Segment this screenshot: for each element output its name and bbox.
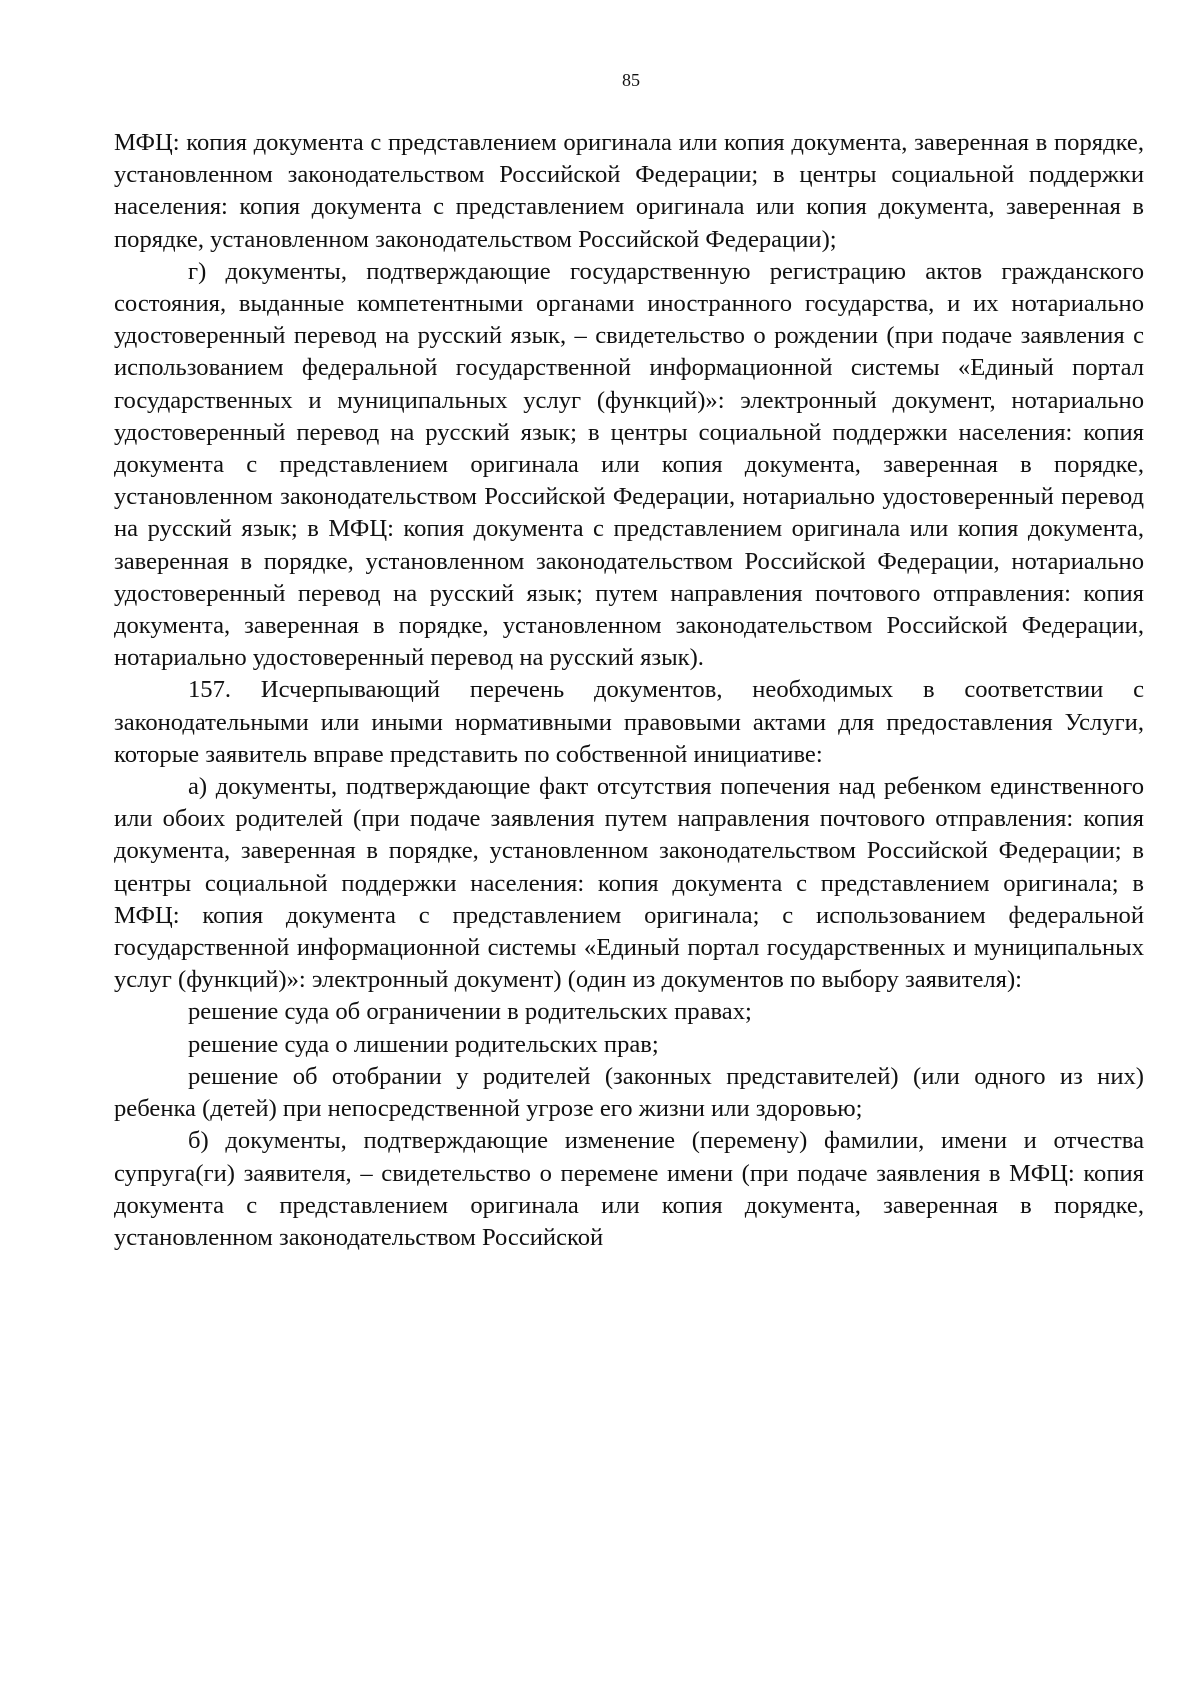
paragraph: решение суда об ограничении в родительских правах; [188, 998, 752, 1026]
paragraph: а) документы, подтверждающие факт отсутствия попечения над ребенком единственного или обоих родителей (при подаче заявления путем направления почтового отправления: копия документа, заверенная в порядке, установленном законодательством Российской Федерации; в центры социальной поддержки населения: копия документа с представлением оригинала; в МФЦ: копия документа с представлением оригинала; с использованием федеральной государственной информационной системы «Единый портал государственных и муниципальных услуг (функций)»: электронный документ) (один из документов по выбору заявителя): [114, 773, 1144, 994]
paragraph: г) документы, подтверждающие государственную регистрацию актов гражданского состояния, выданные компетентными органами иностранного государства, и их нотариально удостоверенный перевод на русский язык, – свидетельство о рождении (при подаче заявления с использованием федеральной государственной информационной системы «Единый портал государственных и муниципальных услуг (функций)»: электронный документ, нотариально удостоверенный перевод на русский язык; в центры социальной поддержки населения: копия документа с представлением оригинала или копия документа, заверенная в порядке, установленном законодательством Российской Федерации, нотариально удостоверенный перевод на русский язык; в МФЦ: копия документа с представлением оригинала или копия документа, заверенная в порядке, установленном законодательством Российской Федерации, нотариально удостоверенный перевод на русский язык; путем направления почтового отправления: копия документа, заверенная в порядке, установленном законодательством Российской Федерации, нотариально удостоверенный перевод на русский язык). [114, 257, 1144, 672]
paragraph: решение суда о лишении родительских прав; [188, 1030, 659, 1058]
paragraph: МФЦ: копия документа с представлением оригинала или копия документа, заверенная в порядке, установленном законодательством Российской Федерации; в центры социальной поддержки населения: копия документа с представлением оригинала или копия документа, заверенная в порядке, установленном законодательством Российской Федерации); [114, 129, 1144, 253]
paragraph: решение об отобрании у родителей (законных представителей) (или одного из них) ребенка (детей) при непосредственной угрозе его жизни или здоровью; [114, 1062, 1144, 1123]
paragraph: 157. Исчерпывающий перечень документов, необходимых в соответствии с законодательными или иными нормативными правовыми актами для предоставления Услуги, которые заявитель вправе представить по собственной инициативе: [114, 676, 1144, 768]
page-number: 85 [622, 70, 640, 90]
document-body [114, 127, 1144, 1254]
paragraph: б) документы, подтверждающие изменение (перемену) фамилии, имени и отчества супруга(ги) заявителя, – свидетельство о перемене имени (при подаче заявления в МФЦ: копия документа с представлением оригинала или копия документа, заверенная в порядке, установленном законодательством Российской [114, 1127, 1144, 1251]
